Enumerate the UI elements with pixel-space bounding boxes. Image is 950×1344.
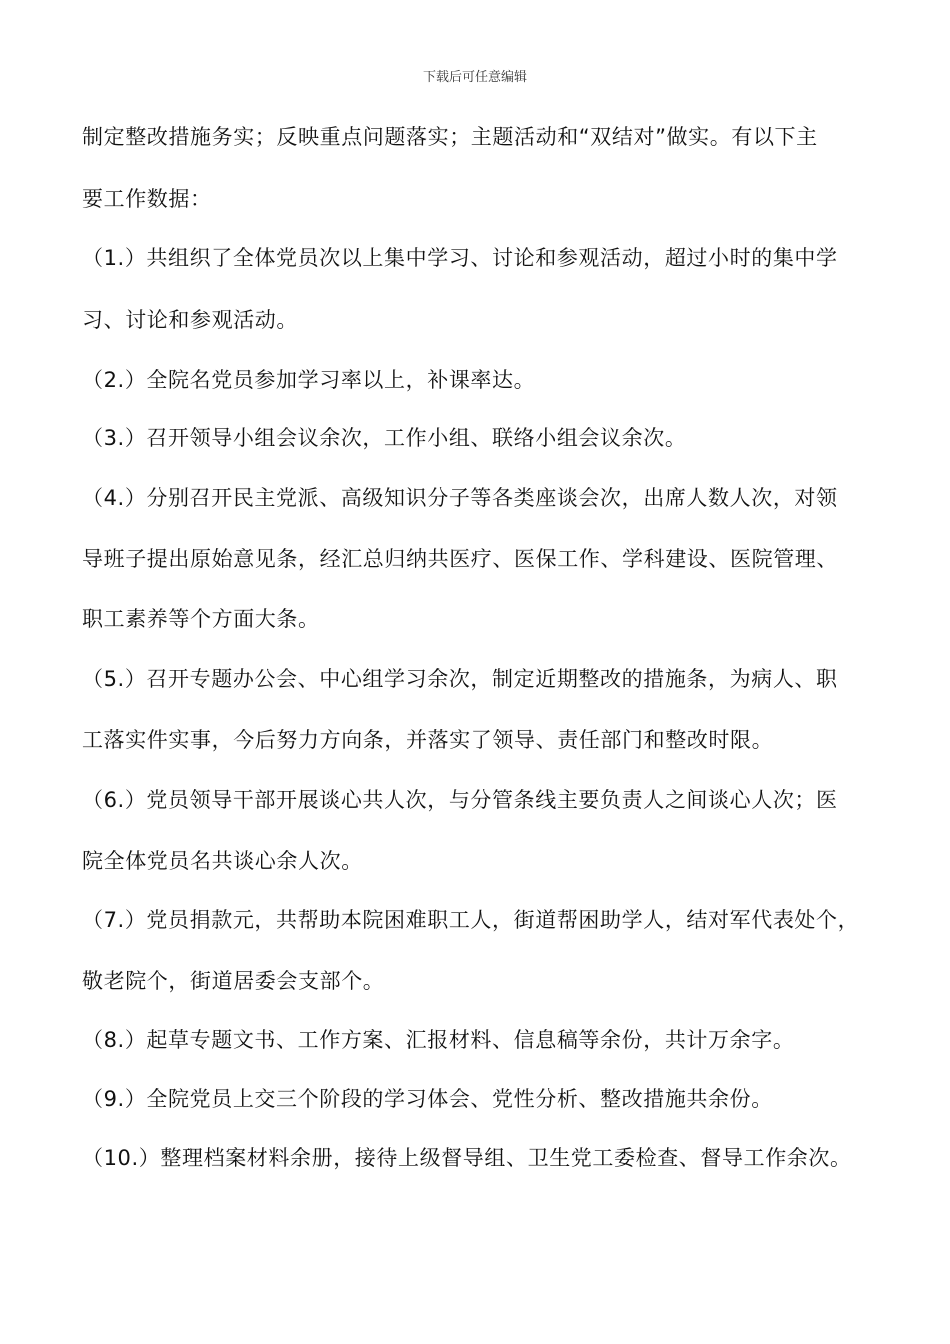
text-line: （1.）共组织了全体党员次以上集中学习、讨论和参观活动，超过小时的集中学 — [82, 246, 838, 270]
page-header-note: 下载后可任意编辑 — [422, 70, 527, 85]
text-line: （7.）党员捐款元，共帮助本院困难职工人，街道帮困助学人，结对军代表处个， — [82, 908, 860, 932]
text-line: 敬老院个，街道居委会支部个。 — [82, 969, 385, 993]
text-line: 院全体党员名共谈心余人次。 — [82, 849, 363, 873]
text-line: （6.）党员领导干部开展谈心共人次，与分管条线主要负责人之间谈心人次；医 — [82, 788, 838, 812]
text-line: 习、讨论和参观活动。 — [82, 308, 298, 332]
text-line: 导班子提出原始意见条，经汇总归纳共医疗、医保工作、学科建设、医院管理、 — [82, 547, 838, 571]
text-line: （5.）召开专题办公会、中心组学习余次，制定近期整改的措施条，为病人、职 — [82, 667, 838, 691]
text-line: （4.）分别召开民主党派、高级知识分子等各类座谈会次，出席人数人次，对领 — [82, 486, 838, 510]
text-line: （9.）全院党员上交三个阶段的学习体会、党性分析、整改措施共余份。 — [82, 1087, 773, 1111]
text-line: 工落实件实事，今后努力方向条，并落实了领导、责任部门和整改时限。 — [82, 728, 774, 752]
text-line: 制定整改措施务实；反映重点问题落实；主题活动和“双结对”做实。有以下主 — [82, 125, 818, 149]
text-line: （3.）召开领导小组会议余次，工作小组、联络小组会议余次。 — [82, 426, 687, 450]
text-line: 要工作数据： — [82, 187, 212, 211]
text-line: （8.）起草专题文书、工作方案、汇报材料、信息稿等余份，共计万余字。 — [82, 1028, 795, 1052]
text-line: （2.）全院名党员参加学习率以上，补课率达。 — [82, 368, 536, 392]
text-line: 职工素养等个方面大条。 — [82, 607, 320, 631]
text-line: （10.）整理档案材料余册，接待上级督导组、卫生党工委检查、督导工作余次。 — [82, 1146, 852, 1170]
